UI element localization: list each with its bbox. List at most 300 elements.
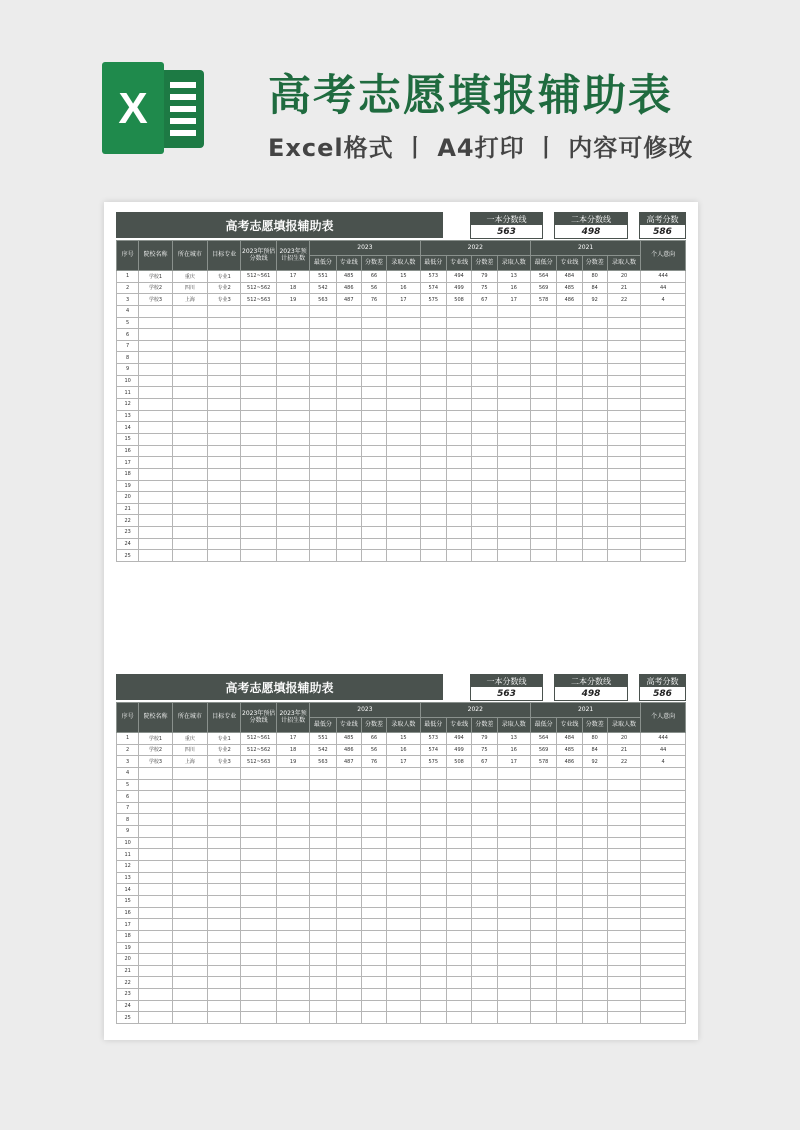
empty-cell[interactable] — [497, 387, 530, 399]
empty-cell[interactable] — [530, 468, 556, 480]
empty-cell[interactable] — [446, 802, 471, 814]
empty-cell[interactable] — [420, 492, 446, 504]
cell-index[interactable]: 6 — [117, 791, 139, 803]
empty-cell[interactable] — [641, 364, 686, 376]
empty-cell[interactable] — [387, 861, 420, 873]
empty-cell[interactable] — [361, 954, 386, 966]
empty-cell[interactable] — [472, 849, 497, 861]
empty-cell[interactable] — [241, 791, 276, 803]
empty-cell[interactable] — [582, 329, 607, 341]
empty-cell[interactable] — [310, 849, 336, 861]
empty-cell[interactable] — [420, 399, 446, 411]
empty-cell[interactable] — [641, 457, 686, 469]
empty-cell[interactable] — [497, 317, 530, 329]
empty-cell[interactable] — [387, 965, 420, 977]
empty-cell[interactable] — [387, 872, 420, 884]
empty-cell[interactable] — [607, 837, 640, 849]
empty-cell[interactable] — [472, 515, 497, 527]
cell-stat[interactable]: 486 — [557, 756, 582, 768]
empty-cell[interactable] — [472, 779, 497, 791]
cell-index[interactable]: 1 — [117, 733, 139, 745]
empty-cell[interactable] — [557, 884, 582, 896]
empty-cell[interactable] — [139, 814, 172, 826]
empty-cell[interactable] — [241, 919, 276, 931]
empty-cell[interactable] — [276, 503, 309, 515]
cell-stat[interactable]: 22 — [607, 756, 640, 768]
empty-cell[interactable] — [361, 550, 386, 562]
empty-cell[interactable] — [530, 492, 556, 504]
empty-cell[interactable] — [472, 527, 497, 539]
empty-cell[interactable] — [497, 791, 530, 803]
empty-cell[interactable] — [361, 779, 386, 791]
empty-cell[interactable] — [497, 767, 530, 779]
empty-cell[interactable] — [582, 779, 607, 791]
empty-cell[interactable] — [420, 954, 446, 966]
cell-index[interactable]: 4 — [117, 305, 139, 317]
empty-cell[interactable] — [208, 826, 241, 838]
cell-stat[interactable]: 508 — [446, 756, 471, 768]
empty-cell[interactable] — [172, 826, 207, 838]
empty-cell[interactable] — [582, 422, 607, 434]
empty-cell[interactable] — [557, 480, 582, 492]
empty-cell[interactable] — [446, 942, 471, 954]
empty-cell[interactable] — [446, 814, 471, 826]
cell-plan[interactable]: 17 — [276, 733, 309, 745]
empty-cell[interactable] — [241, 340, 276, 352]
score-value[interactable]: 498 — [581, 226, 601, 237]
empty-cell[interactable] — [497, 872, 530, 884]
empty-cell[interactable] — [361, 375, 386, 387]
empty-cell[interactable] — [336, 364, 361, 376]
empty-cell[interactable] — [641, 399, 686, 411]
empty-cell[interactable] — [472, 399, 497, 411]
cell-city[interactable]: 重庆 — [172, 271, 207, 283]
empty-cell[interactable] — [276, 954, 309, 966]
empty-cell[interactable] — [497, 930, 530, 942]
empty-cell[interactable] — [497, 895, 530, 907]
empty-cell[interactable] — [208, 965, 241, 977]
empty-cell[interactable] — [582, 826, 607, 838]
empty-cell[interactable] — [310, 1012, 336, 1024]
empty-cell[interactable] — [336, 503, 361, 515]
empty-cell[interactable] — [361, 422, 386, 434]
empty-cell[interactable] — [420, 977, 446, 989]
cell-index[interactable]: 5 — [117, 779, 139, 791]
empty-cell[interactable] — [472, 802, 497, 814]
empty-cell[interactable] — [607, 550, 640, 562]
empty-cell[interactable] — [472, 433, 497, 445]
empty-cell[interactable] — [472, 977, 497, 989]
empty-cell[interactable] — [139, 919, 172, 931]
empty-cell[interactable] — [497, 965, 530, 977]
empty-cell[interactable] — [241, 352, 276, 364]
empty-cell[interactable] — [387, 989, 420, 1001]
empty-cell[interactable] — [420, 884, 446, 896]
empty-cell[interactable] — [641, 849, 686, 861]
empty-cell[interactable] — [446, 364, 471, 376]
empty-cell[interactable] — [641, 814, 686, 826]
empty-cell[interactable] — [472, 329, 497, 341]
empty-cell[interactable] — [497, 919, 530, 931]
cell-index[interactable]: 23 — [117, 989, 139, 1001]
empty-cell[interactable] — [310, 861, 336, 873]
empty-cell[interactable] — [208, 1000, 241, 1012]
empty-cell[interactable] — [420, 317, 446, 329]
cell-stat[interactable]: 84 — [582, 744, 607, 756]
empty-cell[interactable] — [582, 352, 607, 364]
empty-cell[interactable] — [497, 329, 530, 341]
empty-cell[interactable] — [446, 550, 471, 562]
empty-cell[interactable] — [276, 872, 309, 884]
cell-stat[interactable]: 578 — [530, 756, 556, 768]
empty-cell[interactable] — [139, 305, 172, 317]
empty-cell[interactable] — [276, 305, 309, 317]
cell-city[interactable]: 四川 — [172, 744, 207, 756]
cell-index[interactable]: 20 — [117, 954, 139, 966]
empty-cell[interactable] — [387, 422, 420, 434]
empty-cell[interactable] — [208, 791, 241, 803]
cell-stat[interactable]: 22 — [607, 294, 640, 306]
empty-cell[interactable] — [641, 965, 686, 977]
empty-cell[interactable] — [582, 919, 607, 931]
empty-cell[interactable] — [139, 954, 172, 966]
empty-cell[interactable] — [641, 907, 686, 919]
cell-plan[interactable]: 18 — [276, 744, 309, 756]
empty-cell[interactable] — [208, 779, 241, 791]
empty-cell[interactable] — [582, 480, 607, 492]
empty-cell[interactable] — [139, 779, 172, 791]
empty-cell[interactable] — [387, 399, 420, 411]
cell-plan[interactable]: 18 — [276, 282, 309, 294]
empty-cell[interactable] — [582, 340, 607, 352]
cell-index[interactable]: 21 — [117, 965, 139, 977]
cell-stat[interactable]: 80 — [582, 271, 607, 283]
empty-cell[interactable] — [497, 779, 530, 791]
empty-cell[interactable] — [472, 907, 497, 919]
empty-cell[interactable] — [446, 375, 471, 387]
empty-cell[interactable] — [387, 340, 420, 352]
empty-cell[interactable] — [641, 1012, 686, 1024]
empty-cell[interactable] — [336, 352, 361, 364]
empty-cell[interactable] — [530, 965, 556, 977]
empty-cell[interactable] — [472, 422, 497, 434]
empty-cell[interactable] — [497, 503, 530, 515]
empty-cell[interactable] — [446, 399, 471, 411]
cell-est[interactable]: 512~562 — [241, 282, 276, 294]
empty-cell[interactable] — [582, 872, 607, 884]
empty-cell[interactable] — [241, 989, 276, 1001]
empty-cell[interactable] — [172, 1000, 207, 1012]
empty-cell[interactable] — [497, 515, 530, 527]
empty-cell[interactable] — [310, 305, 336, 317]
empty-cell[interactable] — [420, 942, 446, 954]
empty-cell[interactable] — [139, 492, 172, 504]
empty-cell[interactable] — [208, 305, 241, 317]
empty-cell[interactable] — [208, 802, 241, 814]
cell-intent[interactable]: 44 — [641, 282, 686, 294]
empty-cell[interactable] — [530, 907, 556, 919]
empty-cell[interactable] — [607, 317, 640, 329]
cell-stat[interactable]: 15 — [387, 271, 420, 283]
empty-cell[interactable] — [310, 515, 336, 527]
empty-cell[interactable] — [208, 445, 241, 457]
empty-cell[interactable] — [139, 317, 172, 329]
empty-cell[interactable] — [310, 1000, 336, 1012]
cell-stat[interactable]: 486 — [336, 744, 361, 756]
empty-cell[interactable] — [361, 340, 386, 352]
empty-cell[interactable] — [336, 550, 361, 562]
empty-cell[interactable] — [172, 954, 207, 966]
empty-cell[interactable] — [472, 480, 497, 492]
cell-stat[interactable]: 574 — [420, 282, 446, 294]
empty-cell[interactable] — [582, 849, 607, 861]
cell-stat[interactable]: 573 — [420, 271, 446, 283]
empty-cell[interactable] — [276, 550, 309, 562]
empty-cell[interactable] — [497, 527, 530, 539]
empty-cell[interactable] — [310, 352, 336, 364]
empty-cell[interactable] — [276, 837, 309, 849]
empty-cell[interactable] — [446, 849, 471, 861]
empty-cell[interactable] — [420, 422, 446, 434]
empty-cell[interactable] — [607, 515, 640, 527]
empty-cell[interactable] — [641, 977, 686, 989]
cell-stat[interactable]: 17 — [497, 756, 530, 768]
empty-cell[interactable] — [607, 503, 640, 515]
empty-cell[interactable] — [446, 538, 471, 550]
empty-cell[interactable] — [241, 965, 276, 977]
empty-cell[interactable] — [139, 942, 172, 954]
empty-cell[interactable] — [557, 492, 582, 504]
empty-cell[interactable] — [530, 895, 556, 907]
empty-cell[interactable] — [557, 410, 582, 422]
empty-cell[interactable] — [557, 515, 582, 527]
empty-cell[interactable] — [310, 930, 336, 942]
empty-cell[interactable] — [172, 1012, 207, 1024]
empty-cell[interactable] — [361, 305, 386, 317]
empty-cell[interactable] — [361, 457, 386, 469]
empty-cell[interactable] — [241, 457, 276, 469]
empty-cell[interactable] — [497, 884, 530, 896]
empty-cell[interactable] — [557, 919, 582, 931]
cell-major[interactable]: 专业1 — [208, 271, 241, 283]
empty-cell[interactable] — [139, 503, 172, 515]
empty-cell[interactable] — [420, 965, 446, 977]
empty-cell[interactable] — [420, 849, 446, 861]
empty-cell[interactable] — [139, 527, 172, 539]
empty-cell[interactable] — [446, 895, 471, 907]
empty-cell[interactable] — [607, 826, 640, 838]
empty-cell[interactable] — [530, 317, 556, 329]
cell-stat[interactable]: 573 — [420, 733, 446, 745]
empty-cell[interactable] — [607, 989, 640, 1001]
empty-cell[interactable] — [276, 410, 309, 422]
empty-cell[interactable] — [310, 340, 336, 352]
cell-stat[interactable]: 21 — [607, 744, 640, 756]
empty-cell[interactable] — [208, 515, 241, 527]
empty-cell[interactable] — [420, 515, 446, 527]
cell-index[interactable]: 10 — [117, 837, 139, 849]
cell-index[interactable]: 10 — [117, 375, 139, 387]
empty-cell[interactable] — [446, 433, 471, 445]
empty-cell[interactable] — [446, 305, 471, 317]
empty-cell[interactable] — [361, 468, 386, 480]
empty-cell[interactable] — [276, 907, 309, 919]
cell-major[interactable]: 专业3 — [208, 756, 241, 768]
empty-cell[interactable] — [276, 492, 309, 504]
empty-cell[interactable] — [557, 468, 582, 480]
empty-cell[interactable] — [582, 977, 607, 989]
empty-cell[interactable] — [446, 791, 471, 803]
empty-cell[interactable] — [420, 329, 446, 341]
empty-cell[interactable] — [310, 872, 336, 884]
cell-stat[interactable]: 485 — [557, 744, 582, 756]
empty-cell[interactable] — [336, 399, 361, 411]
empty-cell[interactable] — [310, 492, 336, 504]
empty-cell[interactable] — [641, 767, 686, 779]
empty-cell[interactable] — [472, 1000, 497, 1012]
empty-cell[interactable] — [310, 422, 336, 434]
empty-cell[interactable] — [472, 364, 497, 376]
empty-cell[interactable] — [420, 550, 446, 562]
empty-cell[interactable] — [139, 849, 172, 861]
empty-cell[interactable] — [361, 930, 386, 942]
empty-cell[interactable] — [208, 884, 241, 896]
empty-cell[interactable] — [530, 1000, 556, 1012]
cell-stat[interactable]: 66 — [361, 733, 386, 745]
empty-cell[interactable] — [607, 930, 640, 942]
empty-cell[interactable] — [139, 965, 172, 977]
empty-cell[interactable] — [361, 515, 386, 527]
empty-cell[interactable] — [420, 352, 446, 364]
cell-index[interactable]: 11 — [117, 849, 139, 861]
empty-cell[interactable] — [557, 1000, 582, 1012]
empty-cell[interactable] — [446, 445, 471, 457]
empty-cell[interactable] — [139, 329, 172, 341]
empty-cell[interactable] — [336, 942, 361, 954]
empty-cell[interactable] — [387, 767, 420, 779]
cell-school[interactable]: 学校3 — [139, 756, 172, 768]
empty-cell[interactable] — [641, 445, 686, 457]
empty-cell[interactable] — [387, 826, 420, 838]
empty-cell[interactable] — [361, 814, 386, 826]
empty-cell[interactable] — [336, 422, 361, 434]
cell-intent[interactable]: 4 — [641, 756, 686, 768]
empty-cell[interactable] — [472, 814, 497, 826]
empty-cell[interactable] — [607, 457, 640, 469]
empty-cell[interactable] — [172, 989, 207, 1001]
empty-cell[interactable] — [607, 849, 640, 861]
cell-stat[interactable]: 84 — [582, 282, 607, 294]
empty-cell[interactable] — [641, 375, 686, 387]
empty-cell[interactable] — [582, 375, 607, 387]
empty-cell[interactable] — [557, 814, 582, 826]
empty-cell[interactable] — [310, 942, 336, 954]
empty-cell[interactable] — [497, 305, 530, 317]
cell-index[interactable]: 3 — [117, 294, 139, 306]
empty-cell[interactable] — [472, 352, 497, 364]
empty-cell[interactable] — [446, 1000, 471, 1012]
empty-cell[interactable] — [420, 527, 446, 539]
empty-cell[interactable] — [497, 907, 530, 919]
empty-cell[interactable] — [387, 814, 420, 826]
cell-index[interactable]: 22 — [117, 515, 139, 527]
empty-cell[interactable] — [497, 826, 530, 838]
empty-cell[interactable] — [241, 802, 276, 814]
empty-cell[interactable] — [420, 538, 446, 550]
empty-cell[interactable] — [139, 445, 172, 457]
cell-major[interactable]: 专业3 — [208, 294, 241, 306]
cell-index[interactable]: 11 — [117, 387, 139, 399]
cell-index[interactable]: 24 — [117, 1000, 139, 1012]
empty-cell[interactable] — [420, 895, 446, 907]
cell-index[interactable]: 18 — [117, 468, 139, 480]
empty-cell[interactable] — [387, 942, 420, 954]
empty-cell[interactable] — [172, 515, 207, 527]
cell-stat[interactable]: 16 — [387, 744, 420, 756]
empty-cell[interactable] — [472, 503, 497, 515]
empty-cell[interactable] — [607, 492, 640, 504]
cell-index[interactable]: 8 — [117, 814, 139, 826]
empty-cell[interactable] — [276, 538, 309, 550]
empty-cell[interactable] — [387, 329, 420, 341]
empty-cell[interactable] — [472, 457, 497, 469]
empty-cell[interactable] — [557, 340, 582, 352]
empty-cell[interactable] — [387, 954, 420, 966]
cell-stat[interactable]: 484 — [557, 271, 582, 283]
empty-cell[interactable] — [607, 480, 640, 492]
empty-cell[interactable] — [336, 802, 361, 814]
cell-index[interactable]: 21 — [117, 503, 139, 515]
empty-cell[interactable] — [641, 317, 686, 329]
empty-cell[interactable] — [336, 767, 361, 779]
cell-est[interactable]: 512~561 — [241, 733, 276, 745]
empty-cell[interactable] — [420, 919, 446, 931]
empty-cell[interactable] — [557, 1012, 582, 1024]
empty-cell[interactable] — [420, 837, 446, 849]
cell-major[interactable]: 专业2 — [208, 282, 241, 294]
empty-cell[interactable] — [241, 329, 276, 341]
empty-cell[interactable] — [497, 433, 530, 445]
empty-cell[interactable] — [276, 468, 309, 480]
cell-stat[interactable]: 487 — [336, 294, 361, 306]
empty-cell[interactable] — [497, 492, 530, 504]
empty-cell[interactable] — [582, 884, 607, 896]
empty-cell[interactable] — [607, 422, 640, 434]
empty-cell[interactable] — [582, 954, 607, 966]
empty-cell[interactable] — [241, 364, 276, 376]
empty-cell[interactable] — [361, 919, 386, 931]
empty-cell[interactable] — [208, 480, 241, 492]
empty-cell[interactable] — [641, 422, 686, 434]
empty-cell[interactable] — [582, 317, 607, 329]
empty-cell[interactable] — [172, 965, 207, 977]
cell-stat[interactable]: 578 — [530, 294, 556, 306]
empty-cell[interactable] — [641, 826, 686, 838]
empty-cell[interactable] — [530, 457, 556, 469]
cell-index[interactable]: 19 — [117, 480, 139, 492]
empty-cell[interactable] — [530, 433, 556, 445]
empty-cell[interactable] — [472, 445, 497, 457]
empty-cell[interactable] — [641, 861, 686, 873]
empty-cell[interactable] — [446, 410, 471, 422]
empty-cell[interactable] — [241, 492, 276, 504]
empty-cell[interactable] — [208, 1012, 241, 1024]
empty-cell[interactable] — [241, 515, 276, 527]
empty-cell[interactable] — [472, 965, 497, 977]
empty-cell[interactable] — [607, 895, 640, 907]
cell-city[interactable]: 上海 — [172, 294, 207, 306]
empty-cell[interactable] — [497, 942, 530, 954]
